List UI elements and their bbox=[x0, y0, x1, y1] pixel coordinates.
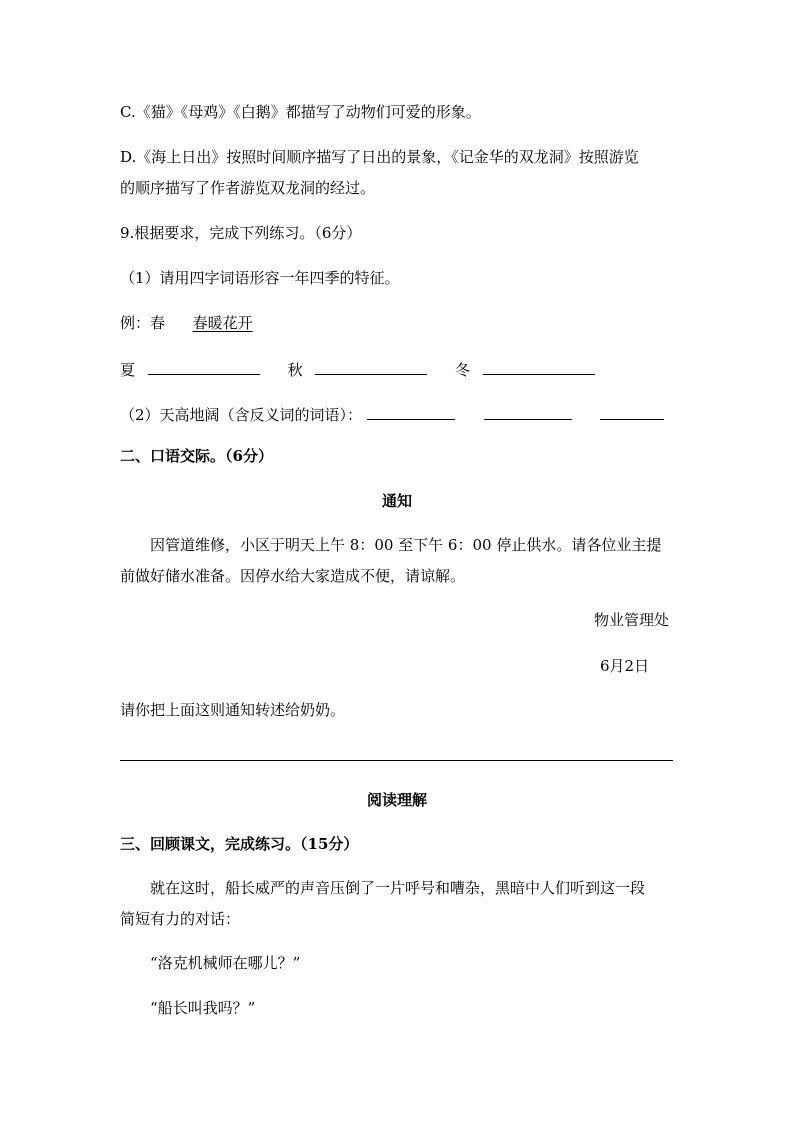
example-answer: 春暖花开 bbox=[192, 314, 253, 332]
option-d-line1: D.《海上日出》按照时间顺序描写了日出的景象，《记金华的双龙洞》按照游览 bbox=[120, 148, 639, 166]
summer-blank[interactable] bbox=[148, 357, 260, 375]
example-row bbox=[120, 313, 253, 333]
autumn-label: 秋 bbox=[287, 361, 303, 379]
reading-title: 阅读理解 bbox=[366, 791, 427, 809]
question-9-part2: （2）天高地阔（含反义词的词语）： bbox=[120, 406, 363, 424]
section-2-heading: 二、口语交际。（6分） bbox=[120, 447, 273, 465]
winter-blank[interactable] bbox=[483, 357, 595, 375]
antonym-blank-1[interactable] bbox=[367, 402, 455, 420]
question-9-heading: 9.根据要求，完成下列练习。（6分） bbox=[120, 224, 362, 242]
question-9-part2-row bbox=[120, 402, 664, 425]
example-label: 例：春 bbox=[120, 314, 166, 332]
notice-title: 通知 bbox=[381, 492, 412, 510]
option-c: C.《猫》《母鸡》《白鹅》都描写了动物们可爱的形象。 bbox=[120, 103, 481, 121]
antonym-blank-3[interactable] bbox=[600, 402, 664, 420]
antonym-blank-2[interactable] bbox=[484, 402, 572, 420]
passage-line2: 简短有力的对话： bbox=[120, 910, 241, 928]
question-9-part1: （1）请用四字词语形容一年四季的特征。 bbox=[120, 269, 400, 287]
option-d-line2: 的顺序描写了作者游览双龙洞的经过。 bbox=[120, 179, 376, 197]
dialogue-line2: “船长叫我吗？” bbox=[150, 999, 256, 1017]
retell-prompt: 请你把上面这则通知转述给奶奶。 bbox=[120, 701, 346, 719]
winter-label: 冬 bbox=[455, 361, 471, 379]
notice-date: 6月2日 bbox=[600, 657, 650, 675]
summer-label: 夏 bbox=[120, 361, 136, 379]
seasons-row bbox=[120, 357, 595, 380]
dialogue-line1: “洛克机械师在哪儿？” bbox=[150, 954, 301, 972]
autumn-blank[interactable] bbox=[315, 357, 427, 375]
answer-line[interactable] bbox=[120, 760, 673, 761]
notice-line1: 因管道维修，小区于明天上午 8：00 至下午 6：00 停止供水。请各位业主提 bbox=[150, 536, 662, 554]
section-3-heading: 三、回顾课文，完成练习。（15分） bbox=[120, 835, 359, 853]
notice-line2: 前做好储水准备。因停水给大家造成不便，请谅解。 bbox=[120, 567, 466, 585]
notice-signature: 物业管理处 bbox=[594, 611, 670, 629]
passage-line1: 就在这时，船长威严的声音压倒了一片呼号和嘈杂，黑暗中人们听到这一段 bbox=[150, 879, 646, 897]
